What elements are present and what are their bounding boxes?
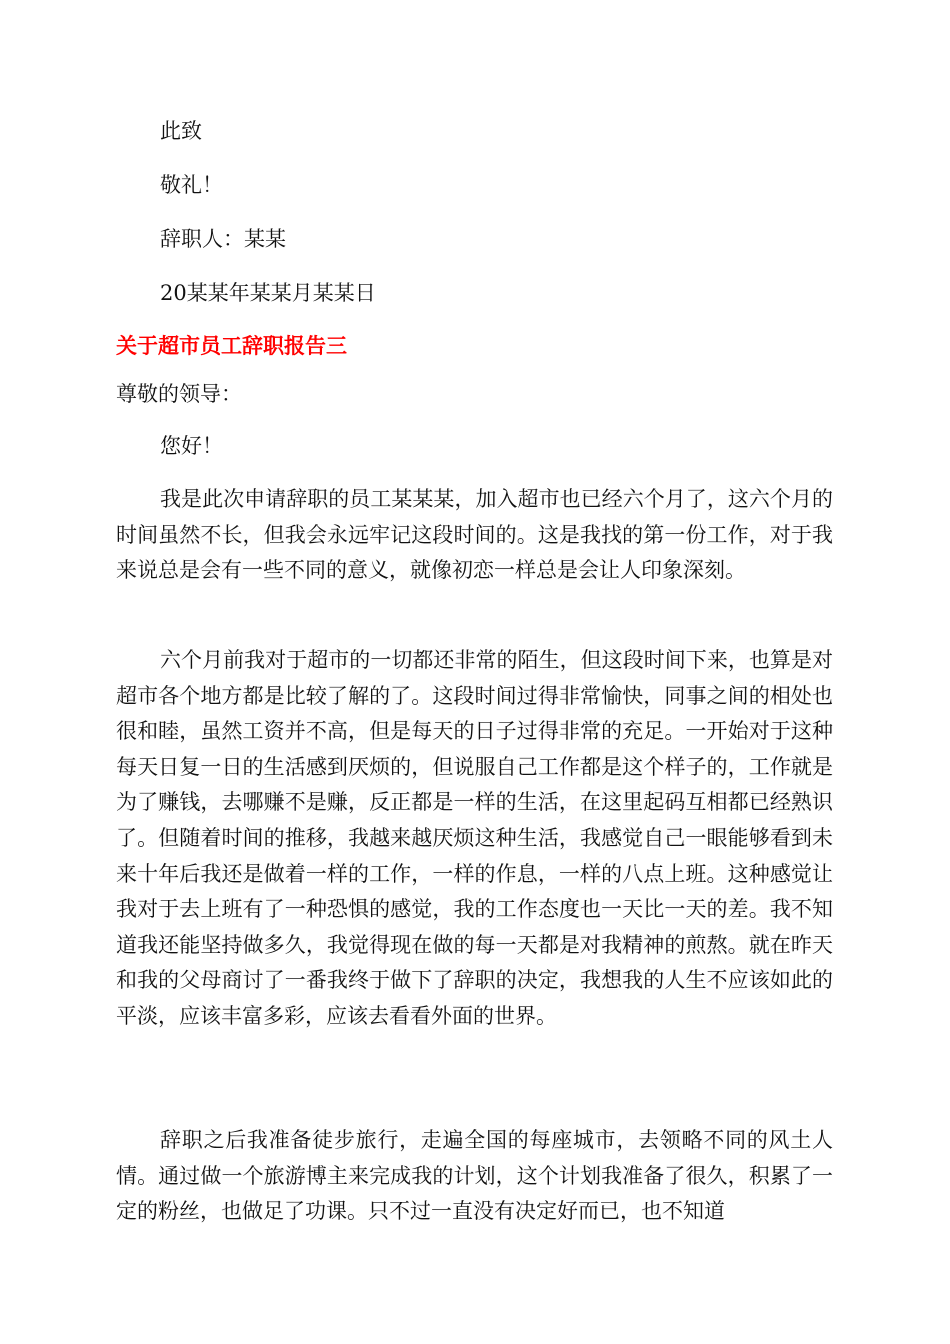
closing-salutation: 此致: [160, 119, 202, 143]
body-paragraph-3: 辞职之后我准备徒步旅行，走遍全国的每座城市，去领略不同的风土人情。通过做一个旅游博主来完成我的计划，这个计划我准备了很久，积累了一定的粉丝，也做足了功课。只不过一直没有决定好而已，也不知道: [116, 1128, 833, 1224]
signer-line: 辞职人：某某: [160, 227, 286, 251]
date-line: 20某某年某某月某某日: [160, 281, 376, 305]
body-paragraph-1: 我是此次申请辞职的员工某某某，加入超市也已经六个月了，这六个月的时间虽然不长，但我会永远牢记这段时间的。这是我找的第一份工作，对于我来说总是会有一些不同的意义，就像初恋一样总是会让人印象深刻。: [116, 487, 833, 583]
section-title: 关于超市员工辞职报告三: [116, 334, 347, 358]
closing-regards: 敬礼！: [160, 173, 223, 197]
addressee-line: 尊敬的领导：: [116, 382, 242, 406]
body-paragraph-2: 六个月前我对于超市的一切都还非常的陌生，但这段时间下来，也算是对超市各个地方都是比较了解的了。这段时间过得非常愉快，同事之间的相处也很和睦，虽然工资并不高，但是每天的日子过得非常的充足。一开始对于这种每天日复一日的生活感到厌烦的，但说服自己工作都是这个样子的，工作就是为了赚钱，去哪赚不是赚，反正都是一样的生活，在这里起码互相都已经熟识了。但随着时间的推移，我越来越厌烦这种生活，我感觉自己一眼能够看到未来十年后我还是做着一样的工作，一样的作息，一样的八点上班。这种感觉让我对于去上班有了一种恐惧的感觉，我的工作态度也一天比一天的差。我不知道我还能坚持做多久，我觉得现在做的每一天都是对我精神的煎熬。就在昨天和我的父母商讨了一番我终于做下了辞职的决定，我想我的人生不应该如此的平淡，应该丰富多彩，应该去看看外面的世界。: [116, 648, 833, 1028]
greeting-line: 您好！: [160, 434, 223, 458]
